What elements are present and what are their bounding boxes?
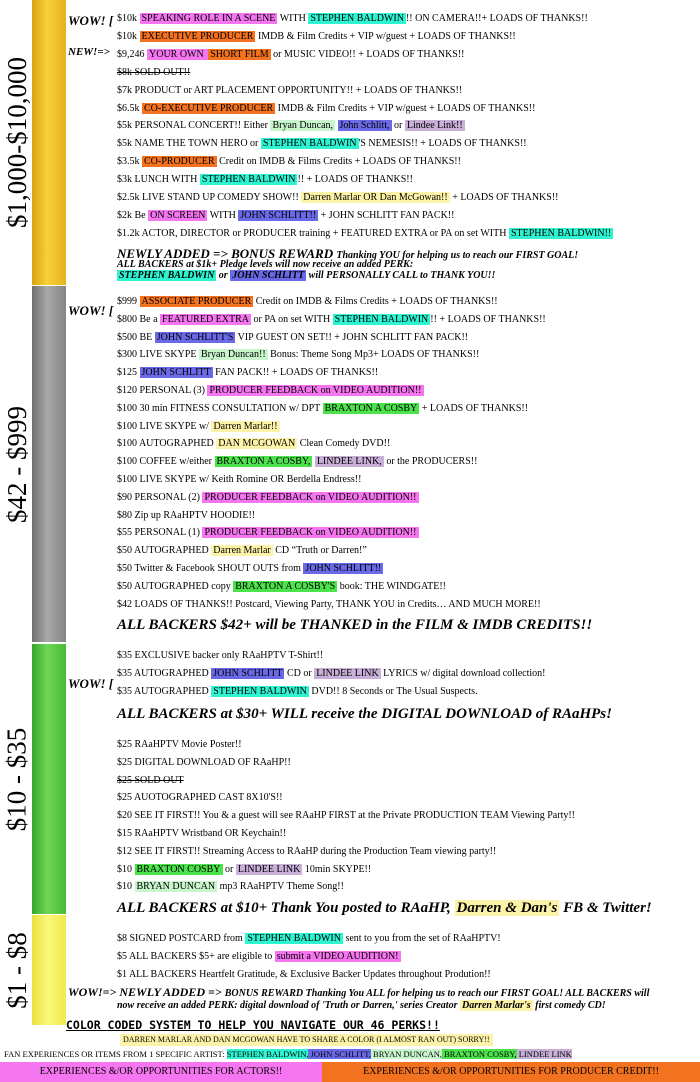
perk-text: !! + LOADS OF THANKS!! — [297, 174, 413, 186]
all-backers-42-note: ALL BACKERS $42+ will be THANKED in the FILM & IMDB CREDITS!! — [117, 617, 593, 633]
perk-row — [117, 580, 446, 594]
legend-artist-braxton-cosby: BRAXTON COSBY, — [442, 1049, 517, 1059]
perk-text: $5 ALL BACKERS $5+ are eligible to — [117, 951, 275, 962]
highlight-producer: EXECUTIVE PRODUCER — [141, 30, 254, 42]
perk-row — [117, 491, 419, 505]
perk-text: CD or — [284, 667, 315, 679]
perk-text: $50 Twitter & Facebook SHOUT OUTS from — [117, 563, 304, 574]
all-backers-30-note: ALL BACKERS at $30+ WILL receive the DIGITAL DOWNLOAD of RAaHPs! — [117, 706, 612, 722]
perk-text: $50 AUTOGRAPHED — [117, 545, 212, 557]
perk-row — [117, 509, 255, 523]
perk-row — [117, 738, 242, 752]
perk-row — [117, 526, 419, 540]
perk-text: book: THE WINDGATE!! — [337, 580, 446, 592]
perk-text: $3k LUNCH WITH — [117, 174, 200, 186]
perk-row — [117, 366, 378, 380]
wow-marker: WOW! [ — [68, 303, 114, 318]
perk-row — [117, 667, 545, 681]
perk-text: or PA on set WITH — [251, 313, 333, 325]
perk-text: $25 DIGITAL DOWNLOAD OF RAaHP!! — [117, 756, 291, 768]
perk-row — [117, 473, 361, 487]
highlight-producer: CO-PRODUCER — [144, 156, 215, 168]
perk-text: $35 AUTOGRAPHED — [117, 685, 212, 697]
highlight-lindee-link: LINDEE LINK — [237, 863, 301, 875]
legend-artist-stephen-baldwin: STEPHEN BALDWIN, — [226, 1049, 309, 1059]
perk-text: $10k — [117, 13, 140, 24]
perk-text: $25 RAaHPTV Movie Poster!! — [117, 739, 242, 750]
highlight-stephen-baldwin: STEPHEN BALDWIN — [201, 174, 296, 186]
highlight-actors: YOUR OWN — [149, 48, 207, 60]
perk-text: $300 LIVE SKYPE — [117, 349, 199, 361]
perk-row — [117, 863, 371, 877]
perk-text: $100 COFFEE w/either — [117, 456, 215, 468]
tier-bar-1000-10000 — [1, 0, 66, 285]
perk-text: $500 BE — [117, 331, 155, 343]
perk-row — [117, 756, 291, 770]
perk-text: $90 PERSONAL (2) — [117, 491, 203, 503]
highlight-john-schlitt: JOHN SCHLITT — [232, 270, 305, 281]
perk-row — [117, 809, 575, 823]
perk-text: !! ON CAMERA!!+ LOADS OF THANKS!! — [405, 13, 588, 24]
perk-text: $3.5k — [117, 156, 142, 168]
highlight-john-schlitt: JOHN SCHLITT'S — [156, 331, 234, 343]
highlight-actors: submit a VIDEO AUDITION! — [276, 951, 399, 962]
perk-row — [117, 66, 190, 80]
perk-text: WITH — [207, 209, 239, 221]
perk-text: $80 Zip up RAaHPTV HOODIE!! — [117, 509, 256, 521]
highlight-darren-dan: Darren & Dan's — [456, 900, 558, 916]
perk-row — [117, 562, 383, 576]
text: will PERSONALLY CALL to THANK YOU!! — [306, 270, 496, 281]
perk-text: $120 PERSONAL (3) — [117, 385, 208, 396]
text: or — [216, 270, 231, 281]
tier-bar-face — [32, 286, 66, 642]
perk-row — [117, 774, 184, 788]
highlight-actors: ON SCREEN — [150, 209, 206, 221]
tier-label-text: $42 - $999 — [1, 405, 32, 523]
perk-row — [117, 845, 496, 859]
perk-row — [117, 649, 323, 663]
highlight-john-schlitt: John Schlitt, — [339, 120, 390, 132]
legend-artist-swatches — [227, 1049, 572, 1059]
perk-row — [117, 437, 390, 451]
highlight-stephen-baldwin: STEPHEN BALDWIN — [262, 138, 357, 150]
tier-label — [2, 0, 32, 285]
highlight-producer: ASSOCIATE PRODUCER — [141, 296, 252, 307]
perk-text: $15 RAaHPTV Wristband OR Keychain!! — [117, 828, 287, 839]
perk-text: CD “Truth or Darren!” — [272, 545, 367, 557]
perk-text: $6.5k — [117, 102, 142, 114]
perk-row — [117, 455, 477, 469]
perk-text: $35 AUTOGRAPHED — [117, 667, 212, 679]
perk-text: $35 EXCLUSIVE backer only RAaHPTV T-Shirt!! — [117, 650, 324, 661]
perk-text: $50 AUTOGRAPHED copy — [117, 580, 234, 592]
highlight-bryan-duncan: Bryan Duncan, — [272, 120, 334, 132]
legend-artists-row — [4, 1049, 572, 1060]
highlight-actors: PRODUCER FEEDBACK on VIDEO AUDITION!! — [209, 385, 422, 396]
new-marker: NEW!=> — [68, 46, 110, 58]
perk-text: $2.5k LIVE STAND UP COMEDY SHOW!! — [117, 192, 302, 203]
perk-text: IMDB & Film Credits + VIP w/guest + LOADS OF THANKS!! — [275, 102, 536, 114]
highlight-bryan-duncan: Bryan Duncan!! — [200, 349, 266, 361]
perk-text: Clean Comedy DVD!! — [297, 438, 391, 450]
perk-row — [117, 331, 468, 345]
highlight-braxton-cosby: BRAXTON A COSBY'S — [235, 580, 336, 592]
perk-row — [117, 295, 498, 309]
highlight-stephen-baldwin: STEPHEN BALDWIN — [334, 313, 429, 325]
bonus-title: WOW!=> NEWLY ADDED => — [68, 985, 225, 999]
highlight-darren-dan: Darren Marlar!! — [213, 420, 278, 432]
perk-text: $10 — [117, 863, 135, 875]
tier-label — [2, 644, 32, 914]
perk-text: Credit on IMDB & Films Credits + LOADS OF THANKS!! — [216, 156, 461, 168]
text: now receive an added PERK: digital download of 'Truth or Darren,' series Creator — [117, 1000, 460, 1011]
perk-text: $2k Be — [117, 209, 149, 221]
legend-title: COLOR CODED SYSTEM TO HELP YOU NAVIGATE OUR 46 PERKS!! — [66, 1018, 440, 1032]
perk-row — [117, 932, 501, 946]
perk-row — [117, 102, 535, 116]
highlight-john-schlitt: JOHN SCHLITT!! — [240, 209, 317, 221]
bonus-reward-2 — [68, 986, 649, 1000]
highlight-actors: PRODUCER FEEDBACK on VIDEO AUDITION!! — [204, 527, 417, 539]
perk-text: LYRICS w/ digital download collection! — [380, 667, 546, 679]
perk-text: or — [222, 863, 236, 875]
perk-text: sent to you from the set of RAaHPTV! — [342, 933, 501, 944]
perk-row — [117, 191, 558, 205]
tier-bar-face — [32, 644, 66, 914]
perk-text: $125 — [117, 367, 140, 379]
legend-artists-intro: FAN EXPERIENCES OR ITEMS FROM 1 SPECIFIC ARTIST: — [4, 1049, 227, 1059]
perk-text: $9,246 — [117, 48, 147, 60]
perk-text: or the PRODUCERS!! — [383, 456, 478, 468]
text: first comedy CD! — [532, 1000, 606, 1011]
highlight-darren-dan: DAN MCGOWAN — [218, 438, 296, 450]
perk-row — [117, 227, 613, 241]
perk-text: !! + LOADS OF THANKS!! — [430, 313, 546, 325]
perk-row — [117, 119, 465, 133]
perk-text: DVD!! 8 Seconds or The Usual Suspects. — [308, 685, 478, 697]
tier-bar-face — [32, 915, 66, 1025]
highlight-braxton-cosby: BRAXTON COSBY — [136, 863, 221, 875]
perk-row — [117, 791, 283, 805]
perk-text: FAN PACK!! + LOADS OF THANKS!! — [212, 367, 379, 379]
perk-row — [117, 968, 491, 982]
bonus-title: NEWLY ADDED => BONUS REWARD — [117, 246, 334, 261]
highlight-actors: PRODUCER FEEDBACK on VIDEO AUDITION!! — [204, 491, 417, 503]
perk-text: + JOHN SCHLITT FAN PACK!! — [318, 209, 455, 221]
perk-row — [117, 209, 454, 223]
perk-text: $20 SEE IT FIRST!! You & a guest will see RAaHP FIRST at the Private PRODUCTION TEAM Viewing Party!! — [117, 810, 576, 822]
tier-label — [2, 286, 32, 642]
perk-text: $55 PERSONAL (1) — [117, 527, 203, 539]
highlight-john-schlitt: JOHN SCHLITT — [213, 667, 283, 679]
perk-text: or — [391, 120, 405, 132]
perk-row — [117, 137, 527, 151]
highlight-john-schlitt: JOHN SCHLITT — [141, 367, 211, 379]
perk-text: $1.2k ACTOR, DIRECTOR or PRODUCER training + FEATURED EXTRA or PA on set WITH — [117, 227, 509, 239]
all-backers-10-note — [117, 900, 652, 917]
perk-text: $42 LOADS OF THANKS!! Postcard, Viewing Party, THANK YOU in Credits… AND MUCH MORE!! — [117, 598, 541, 610]
highlight-actors: SPEAKING ROLE IN A SCENE — [141, 13, 276, 24]
perk-text: $7k PRODUCT or ART PLACEMENT OPPORTUNITY!! + LOADS OF THANKS!! — [117, 84, 463, 96]
perk-text: $25 AUOTOGRAPHED CAST 8X10'S!! — [117, 792, 283, 804]
perk-text: VIP GUEST ON SET!! + JOHN SCHLITT FAN PACK!! — [235, 331, 469, 343]
perk-text: IMDB & Film Credits + VIP w/guest + LOADS OF THANKS!! — [255, 30, 516, 42]
perk-row — [117, 402, 528, 416]
bonus-text: Thanking YOU for helping us to reach our FIRST GOAL! — [336, 250, 579, 261]
tier-bar-1-8 — [1, 915, 66, 1025]
perk-row — [117, 12, 588, 26]
perk-text: $100 LIVE SKYPE w/ — [117, 420, 212, 432]
perk-row — [117, 348, 479, 362]
highlight-darren-dan: Darren Marlar OR Dan McGowan!! — [303, 192, 448, 203]
tier-label-text: $1 - $8 — [1, 931, 32, 1009]
highlight-braxton-cosby: BRAXTON A COSBY, — [216, 456, 311, 468]
perk-text: Credit on IMDB & Films Credits + LOADS OF THANKS!! — [253, 296, 498, 307]
perk-text: + LOADS OF THANKS!! — [449, 192, 559, 203]
perk-row — [117, 827, 286, 841]
highlight-stephen-baldwin: STEPHEN BALDWIN — [119, 270, 215, 281]
highlight-lindee-link: LINDEE LINK — [316, 667, 379, 679]
tier-bar-10-35 — [1, 644, 66, 914]
legend-artist-john-schlitt: JOHN SCHLITT, — [308, 1049, 371, 1059]
perk-row — [117, 84, 462, 98]
perk-text: $1 ALL BACKERS Heartfelt Gratitude, & Exclusive Backer Updates throughout Prodution!! — [117, 969, 491, 980]
perk-row — [117, 155, 461, 169]
perk-text: WITH — [277, 13, 309, 24]
perk-text: 10min SKYPE!! — [302, 863, 372, 875]
perk-row — [117, 420, 280, 434]
highlight-actors: FEATURED EXTRA — [162, 313, 249, 325]
perk-text: 'S NEMESIS!! + LOADS OF THANKS!! — [358, 138, 527, 150]
highlight-darren-dan: Darren Marlar's — [461, 1000, 531, 1011]
legend-producer: EXPERIENCES &/OR OPPORTUNITIES FOR PRODUCER CREDIT!! — [322, 1062, 700, 1082]
perk-text: + LOADS OF THANKS!! — [419, 402, 529, 414]
perk-text: $5k PERSONAL CONCERT!! Either — [117, 120, 271, 132]
perk-text: $100 LIVE SKYPE w/ Keith Romine OR Berdella Endress!! — [117, 474, 362, 485]
tier-label-text: $1,000-$10,000 — [1, 57, 32, 228]
highlight-bryan-duncan: BRYAN DUNCAN — [136, 881, 216, 893]
bonus-reward-2-line2 — [117, 1000, 606, 1011]
perk-text: $100 AUTOGRAPHED — [117, 438, 217, 450]
perk-text: Bonus: Theme Song Mp3+ LOADS OF THANKS!! — [267, 349, 480, 361]
highlight-stephen-baldwin: STEPHEN BALDWIN — [213, 685, 307, 697]
bonus-reward-1-line2: ALL BACKERS at $1k+ Pledge levels will now receive an added PERK: — [117, 259, 414, 270]
perk-text: $10k — [117, 30, 140, 42]
perk-text: $25 SOLD OUT — [117, 774, 184, 786]
legend-shared-color-note: DARREN MARLAR AND DAN MCGOWAN HAVE TO SHARE A COLOR (I ALMOST RAN OUT) SORRY!! — [120, 1034, 493, 1046]
perk-text: $12 SEE IT FIRST!! Streaming Access to RAaHP during the Production Team viewing party!! — [117, 845, 497, 857]
perk-row — [117, 48, 465, 62]
highlight-lindee-link: LINDEE LINK, — [316, 456, 382, 468]
perk-row — [117, 598, 541, 612]
tier-bar-face — [32, 0, 66, 285]
perk-text: $10 — [117, 881, 135, 893]
perk-row — [117, 544, 367, 558]
tier-label — [2, 915, 32, 1025]
perk-text: $800 Be a — [117, 313, 161, 325]
highlight-lindee-link: Lindee Link!! — [406, 120, 463, 132]
perk-text: $100 30 min FITNESS CONSULTATION w/ DPT — [117, 402, 323, 414]
perk-row — [117, 880, 344, 894]
highlight-producer: SHORT FILM — [210, 48, 269, 60]
legend-artist-lindee-link: LINDEE LINK — [516, 1049, 572, 1059]
highlight-stephen-baldwin: STEPHEN BALDWIN!! — [510, 227, 612, 239]
perk-text: $5k NAME THE TOWN HERO or — [117, 138, 261, 150]
tier-label-text: $10 - $35 — [1, 727, 32, 831]
perk-text: mp3 RAaHPTV Theme Song!! — [217, 881, 344, 893]
perk-text: $8 SIGNED POSTCARD from — [117, 933, 246, 944]
perk-row — [117, 173, 413, 187]
highlight-stephen-baldwin: STEPHEN BALDWIN — [310, 13, 404, 24]
perk-row — [117, 30, 516, 44]
highlight-stephen-baldwin: STEPHEN BALDWIN — [247, 933, 341, 944]
perk-row — [117, 950, 401, 964]
perk-text: $8k SOLD OUT!! — [117, 66, 191, 78]
highlight-darren-dan: Darren Marlar — [213, 545, 271, 557]
highlight-john-schlitt: JOHN SCHLITT!! — [305, 563, 382, 574]
perk-row — [117, 685, 478, 699]
legend-artist-bryan-duncan: BRYAN DUNCAN, — [370, 1049, 442, 1059]
highlight-braxton-cosby: BRAXTON A COSBY — [324, 402, 418, 414]
perk-row — [117, 313, 546, 327]
bonus-text: BONUS REWARD Thanking You ALL for helping us to reach our FIRST GOAL! ALL BACKERS will — [224, 988, 650, 999]
highlight-producer: CO-EXECUTIVE PRODUCER — [144, 102, 274, 114]
wow-marker: WOW! [ — [68, 13, 114, 28]
bonus-reward-1-line3 — [117, 270, 495, 281]
text: ALL BACKERS at $10+ Thank You posted to RAaHP, — [117, 900, 455, 916]
perk-text: or MUSIC VIDEO!! + LOADS OF THANKS!! — [270, 48, 465, 60]
wow-marker: WOW! [ — [68, 676, 114, 691]
perk-text: $999 — [117, 296, 140, 307]
perk-row — [117, 384, 424, 398]
legend-actors: EXPERIENCES &/OR OPPORTUNITIES FOR ACTORS!! — [0, 1062, 322, 1082]
text: FB & Twitter! — [559, 900, 652, 916]
tier-bar-42-999 — [1, 286, 66, 642]
